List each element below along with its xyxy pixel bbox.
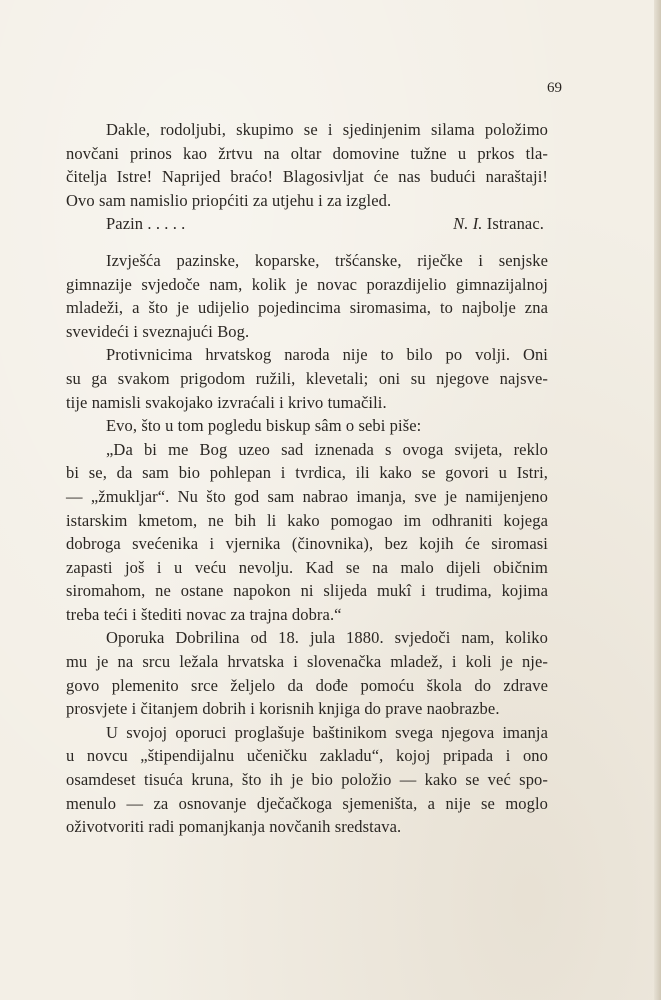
paragraph (66, 414, 548, 438)
text-line: treba teći i štediti novac za trajna dobra.“ (66, 604, 342, 624)
text-line: prosvjete i čitanjem dobrih i korisnih knjiga do prave naobrazbe. (66, 699, 500, 719)
text-line: u novcu „štipendijalnu učeničku zakladu“, kojoj pripada i ono (66, 746, 548, 766)
signature-author (453, 212, 548, 236)
page-number: 69 (547, 80, 562, 96)
section-gap (66, 236, 548, 249)
text-line: svevideći i sveznajući Bog. (66, 321, 250, 341)
paragraph (66, 626, 548, 720)
page-edge (654, 0, 661, 1000)
text-line: osamdeset tisuća kruna, što ih je bio položio — kako se već spo- (66, 770, 548, 790)
text-line: mu je na srcu ležala hrvatska i slovenačka mladež, i koli je nje- (66, 652, 548, 672)
text-line: gimnazije svjedoče nam, kolik je novac porazdijelio gimnazijalnoj (66, 274, 548, 294)
text-line: menulo — za osnovanje dječačkoga sjemeništa, a nije se moglo (66, 793, 548, 813)
text-line: bi se, da sam bio pohlepan i tvrdica, ili kako se govori u Istri, (66, 463, 548, 483)
signature-name: Istranac. (486, 214, 544, 234)
text-line: su ga svakom prigodom ružili, klevetali; oni su njegove najsve- (66, 368, 548, 388)
text-line: — „žmukljar“. Nu što god sam nabrao imanja, sve je namijenjeno (66, 486, 548, 506)
text-line: dobroga svećenika i vjernika (činovnika), bez kojih će siromasi (66, 534, 548, 554)
text-line: istarskim kmetom, ne bih li kako pomogao im odhraniti kojega (66, 510, 548, 530)
text-line: zapasti još i u veću nevolju. Kad se na malo dijeli običnim (66, 557, 548, 577)
signature-place: Pazin . . . . . (106, 214, 186, 234)
text-line: novčani prinos kao žrtvu na oltar domovine tužne u prkos tla- (66, 143, 548, 163)
text-line: U svojoj oporuci proglašuje baštinikom svega njegova imanja (106, 722, 548, 742)
signature-line (66, 212, 548, 236)
text-line: čitelja Istre! Naprijed braćo! Blagosivljat će nas budući naraštaji! (66, 167, 548, 187)
paragraph (66, 343, 548, 414)
text-line: govo plemenito srce željelo da dođe pomoću škola do zdrave (66, 675, 548, 695)
text-line: siromahom, ne ostane napokon ni slijeda mukî i trudima, kojima (66, 581, 548, 601)
text-line: Oporuka Dobrilina od 18. jula 1880. svjedoči nam, koliko (106, 628, 548, 648)
text-line: Evo, što u tom pogledu biskup sâm o sebi piše: (106, 416, 422, 436)
paragraph (66, 118, 548, 212)
text-line: tije namisli svakojako izvraćali i krivo tumačili. (66, 392, 387, 412)
quotation-paragraph (66, 438, 548, 627)
text-line: Izvješća pazinske, koparske, tršćanske, riječke i senjske (106, 250, 548, 270)
text-line: mladeži, a što je udijelio pojedincima siromasima, to najbolje zna (66, 298, 548, 318)
text-line: Ovo sam namislio priopćiti za utjehu i za izgled. (66, 190, 392, 210)
text-line: „Da bi me Bog uzeo sad iznenada s ovoga svijeta, reklo (106, 439, 548, 459)
text-line: Protivnicima hrvatskog naroda nije to bilo po volji. Oni (106, 345, 548, 365)
paragraph (66, 721, 548, 839)
body-text (66, 118, 548, 839)
signature-initials: N. I. (453, 214, 483, 234)
paragraph (66, 249, 548, 343)
text-line: oživotvoriti radi pomanjkanja novčanih sredstava. (66, 817, 402, 837)
text-line: Dakle, rodoljubi, skupimo se i sjedinjenim silama položimo (106, 120, 548, 139)
